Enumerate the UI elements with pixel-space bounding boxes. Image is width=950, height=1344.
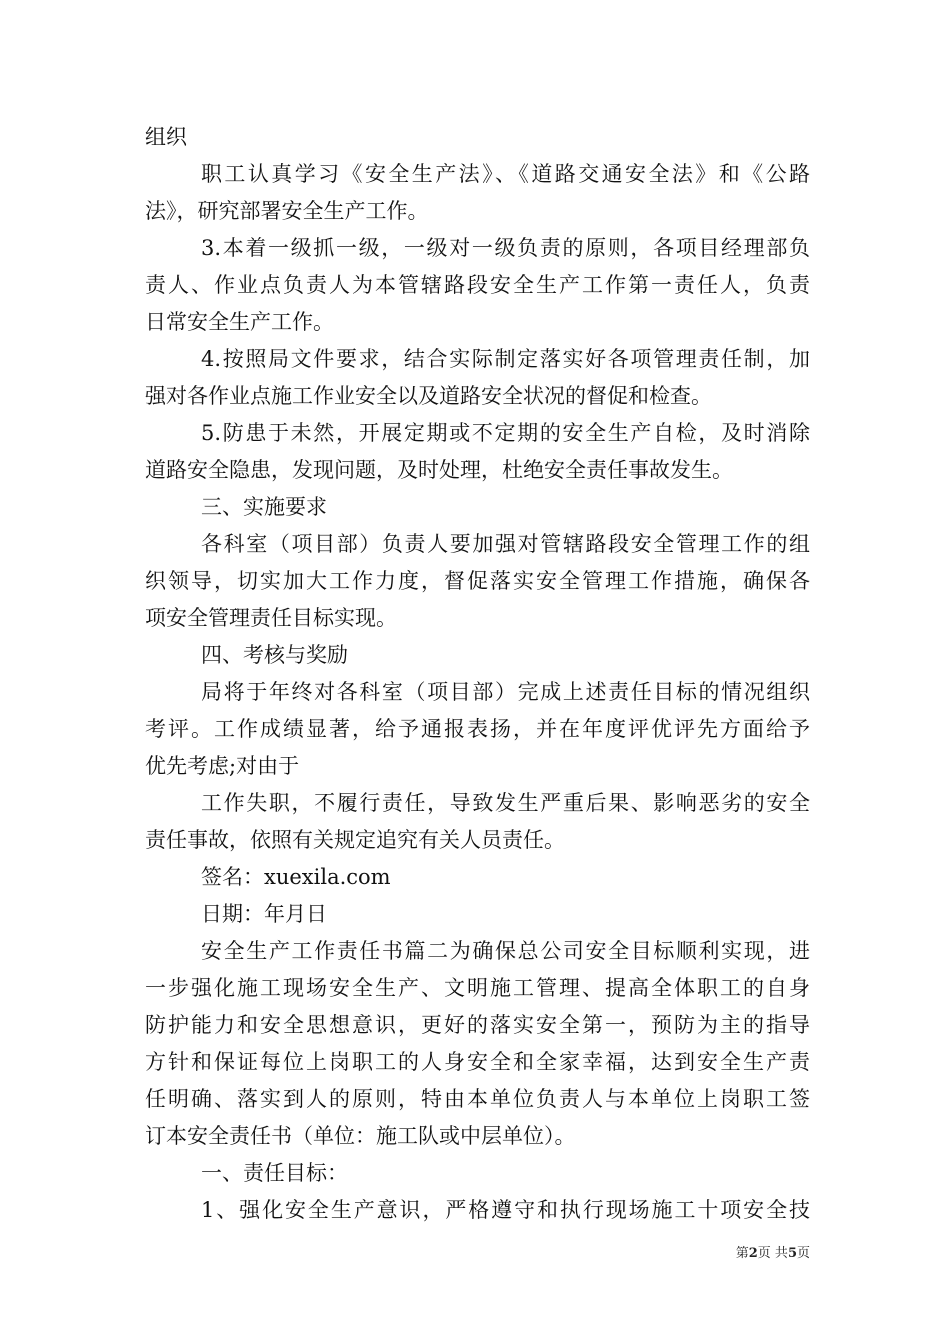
text-line: 一步强化施工现场安全生产、文明施工管理、提高全体职工的自身: [145, 976, 810, 1000]
text-line: 织领导，切实加大工作力度，督促落实安全管理工作措施，确保各: [145, 569, 810, 593]
text-line: 方针和保证每位上岗职工的人身安全和全家幸福，达到安全生产责: [145, 1050, 810, 1074]
footer-middle: 页 共: [757, 1246, 788, 1261]
text-line: 3.本着一级抓一级，一级对一级负责的原则，各项目经理部负: [201, 236, 810, 260]
text-line: 任明确、落实到人的原则，特由本单位负责人与本单位上岗职工签: [145, 1087, 810, 1111]
text-line: 日常安全生产工作。: [145, 310, 334, 334]
footer-suffix: 页: [796, 1246, 810, 1261]
text-line: 4.按照局文件要求，结合实际制定落实好各项管理责任制，加: [201, 347, 810, 371]
text-line: 1、强化安全生产意识，严格遵守和执行现场施工十项安全技: [201, 1198, 810, 1222]
page-number-footer: [700, 1246, 810, 1262]
section-heading: 一、责任目标：: [201, 1161, 348, 1185]
text-line: 强对各作业点施工作业安全以及道路安全状况的督促和检查。: [145, 384, 712, 408]
text-line: 项安全管理责任目标实现。: [145, 606, 397, 630]
text-line: 责任事故，依照有关规定追究有关人员责任。: [145, 828, 565, 852]
text-line: 防护能力和安全思想意识，更好的落实安全第一，预防为主的指导: [145, 1013, 810, 1037]
section-heading: 四、考核与奖励: [201, 643, 348, 667]
text-line: 5.防患于未然，开展定期或不定期的安全生产自检，及时消除: [201, 421, 810, 445]
text-line: 道路安全隐患，发现问题，及时处理，杜绝安全责任事故发生。: [145, 458, 733, 482]
text-line: 各科室（项目部）负责人要加强对管辖路段安全管理工作的组: [201, 532, 810, 556]
text-line: 考评。工作成绩显著，给予通报表扬，并在年度评优评先方面给予: [145, 717, 810, 741]
text-line: 工作失职，不履行责任，导致发生严重后果、影响恶劣的安全: [201, 791, 810, 815]
text-line: 订本安全责任书（单位：施工队或中层单位）。: [145, 1124, 576, 1148]
total-pages-number: 5: [787, 1246, 797, 1261]
text-line: 安全生产工作责任书篇二为确保总公司安全目标顺利实现，进: [201, 939, 810, 963]
text-line: 优先考虑;对由于: [145, 754, 300, 778]
footer-prefix: 第: [735, 1246, 749, 1261]
signature-line: 签名：xuexila.com: [201, 865, 391, 889]
text-line: 职工认真学习《安全生产法》、《道路交通安全法》和《公路: [201, 162, 810, 186]
text-line: 责人、作业点负责人为本管辖路段安全生产工作第一责任人，负责: [145, 273, 810, 297]
current-page-number: 2: [748, 1246, 758, 1261]
text-line: 组织: [145, 125, 187, 149]
text-line: 法》，研究部署安全生产工作。: [145, 199, 429, 223]
date-line: 日期：年月日: [201, 902, 327, 926]
text-line: 局将于年终对各科室（项目部）完成上述责任目标的情况组织: [201, 680, 810, 704]
section-heading: 三、实施要求: [201, 495, 327, 519]
